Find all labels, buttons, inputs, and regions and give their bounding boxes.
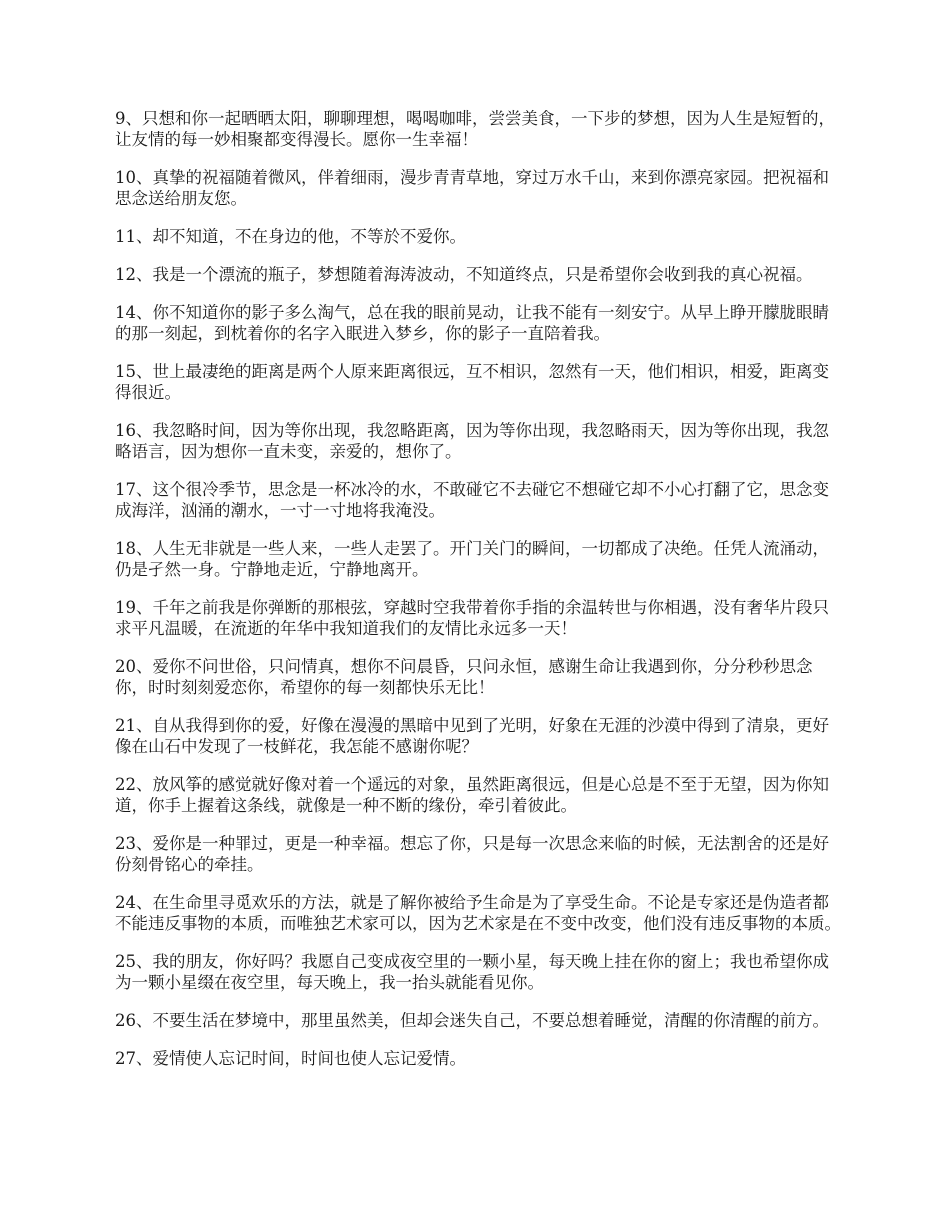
paragraph-25: 25、我的朋友，你好吗？我愿自己变成夜空里的一颗小星，每天晚上挂在你的窗上；我也希望你成为一颗小星缀在夜空里，每天晚上，我一抬头就能看见你。 [115,952,829,992]
paragraph-27: 27、爱情使人忘记时间，时间也使人忘记爱情。 [115,1049,466,1068]
paragraph-20: 20、爱你不问世俗，只问情真，想你不问晨昏，只问永恒，感谢生命让我遇到你，分分秒秒思念你，时时刻刻爱恋你，希望你的每一刻都快乐无比！ [115,657,813,697]
paragraph-23: 23、爱你是一种罪过，更是一种幸福。想忘了你，只是每一次思念来临的时候，无法割舍的还是好份刻骨铭心的牵挂。 [115,834,829,874]
paragraph-15: 15、世上最凄绝的距离是两个人原来距离很远，互不相识，忽然有一天，他们相识，相爱，距离变得很近。 [115,362,829,402]
paragraph-18: 18、人生无非就是一些人来，一些人走罢了。开门关门的瞬间，一切都成了决绝。任凭人流涌动，仍是孑然一身。宁静地走近，宁静地离开。 [115,539,829,579]
document-body [115,108,843,1086]
paragraph-14: 14、你不知道你的影子多么淘气，总在我的眼前晃动，让我不能有一刻安宁。从早上睁开朦胧眼睛的那一刻起，到枕着你的名字入眠进入梦乡，你的影子一直陪着我。 [115,303,829,343]
paragraph-19: 19、千年之前我是你弹断的那根弦，穿越时空我带着你手指的余温转世与你相遇，没有奢华片段只求平凡温暖，在流逝的年华中我知道我们的友情比永远多一天！ [115,598,829,638]
paragraph-24: 24、在生命里寻觅欢乐的方法，就是了解你被给予生命是为了享受生命。不论是专家还是伪造者都不能违反事物的本质，而唯独艺术家可以，因为艺术家是在不变中改变，他们没有违反事物的本质。 [115,893,841,933]
paragraph-17: 17、这个很冷季节，思念是一杯冰冷的水，不敢碰它不去碰它不想碰它却不小心打翻了它，思念变成海洋，汹涌的潮水，一寸一寸地将我淹没。 [115,480,829,520]
paragraph-16: 16、我忽略时间，因为等你出现，我忽略距离，因为等你出现，我忽略雨天，因为等你出现，我忽略语言，因为想你一直未变，亲爱的，想你了。 [115,421,829,461]
paragraph-9: 9、只想和你一起晒晒太阳，聊聊理想，喝喝咖啡，尝尝美食，一下步的梦想，因为人生是短暂的，让友情的每一妙相聚都变得漫长。愿你一生幸福！ [115,109,835,149]
paragraph-22: 22、放风筝的感觉就好像对着一个遥远的对象，虽然距离很远，但是心总是不至于无望，因为你知道，你手上握着这条线，就像是一种不断的缘份，牵引着彼此。 [115,775,829,815]
paragraph-21: 21、自从我得到你的爱，好像在漫漫的黑暗中见到了光明，好象在无涯的沙漠中得到了清泉，更好像在山石中发现了一枝鲜花，我怎能不感谢你呢？ [115,716,829,756]
paragraph-11: 11、却不知道，不在身边的他，不等於不爱你。 [115,227,466,246]
paragraph-10: 10、真挚的祝福随着微风，伴着细雨，漫步青青草地，穿过万水千山，来到你漂亮家园。把祝福和思念送给朋友您。 [115,168,829,208]
paragraph-12: 12、我是一个漂流的瓶子，梦想随着海涛波动，不知道终点，只是希望你会收到我的真心祝福。 [115,265,813,284]
paragraph-26: 26、不要生活在梦境中，那里虽然美，但却会迷失自己，不要总想着睡觉，清醒的你清醒的前方。 [115,1011,829,1030]
